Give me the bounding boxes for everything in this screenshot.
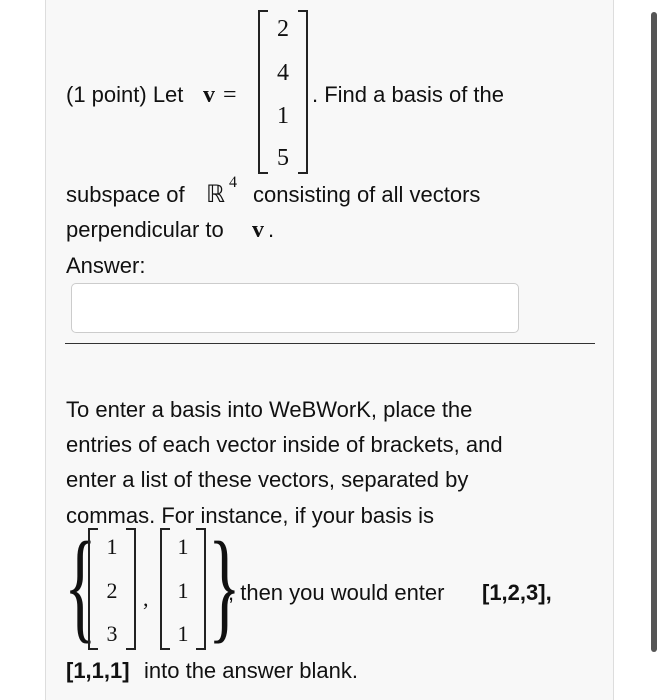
vector-entry: 4 <box>277 60 289 86</box>
real-space-symbol: ℝ <box>206 182 226 208</box>
equals-sign: = <box>223 82 237 108</box>
problem-line2-start: subspace of <box>66 182 185 207</box>
answer-input[interactable] <box>71 283 519 333</box>
problem-after-vector: . Find a basis of the <box>312 82 504 107</box>
example-separator: , <box>143 586 149 611</box>
example-vector-2-right-bracket <box>196 528 206 650</box>
help-line: To enter a basis into WeBWorK, place the <box>66 397 473 422</box>
scrollbar[interactable] <box>651 12 657 652</box>
example-vector-2-entry: 1 <box>177 621 189 646</box>
problem-prefix: (1 point) Let <box>66 82 184 107</box>
vector-entry: 2 <box>277 16 289 42</box>
help-line: entries of each vector inside of brackets, and <box>66 432 503 457</box>
real-space-exponent: 4 <box>229 174 237 191</box>
example-entry-part1: [1,2,3], <box>482 580 552 605</box>
vector-name-ref: v <box>252 217 264 243</box>
left-brace: { <box>64 517 97 654</box>
answer-label: Answer: <box>66 253 146 278</box>
then-text: , then you would enter <box>228 580 445 605</box>
problem-line3-end: . <box>268 217 275 242</box>
example-vector-1-entry: 1 <box>106 534 118 559</box>
vector-right-bracket <box>298 10 308 174</box>
right-brace: } <box>208 517 241 654</box>
example-entry-part2: [1,1,1] <box>66 658 130 683</box>
final-text: into the answer blank. <box>144 658 359 683</box>
vector-name: v <box>203 82 215 108</box>
vector-entry: 1 <box>277 103 289 129</box>
help-line: commas. For instance, if your basis is <box>66 503 435 528</box>
example-vector-2-entry: 1 <box>177 534 189 559</box>
example-vector-2-left-bracket <box>160 528 170 650</box>
divider <box>65 343 595 344</box>
example-vector-2-entry: 1 <box>177 578 189 603</box>
help-line: enter a list of these vectors, separated by <box>66 467 469 492</box>
example-vector-1-left-bracket <box>88 528 98 650</box>
problem-line3-start: perpendicular to <box>66 217 224 242</box>
vector-entry: 5 <box>277 145 289 171</box>
vector-left-bracket <box>258 10 268 174</box>
example-vector-1-entry: 3 <box>106 621 118 646</box>
problem-line2-end: consisting of all vectors <box>253 182 481 207</box>
example-vector-1-right-bracket <box>126 528 136 650</box>
example-vector-1-entry: 2 <box>106 578 118 603</box>
